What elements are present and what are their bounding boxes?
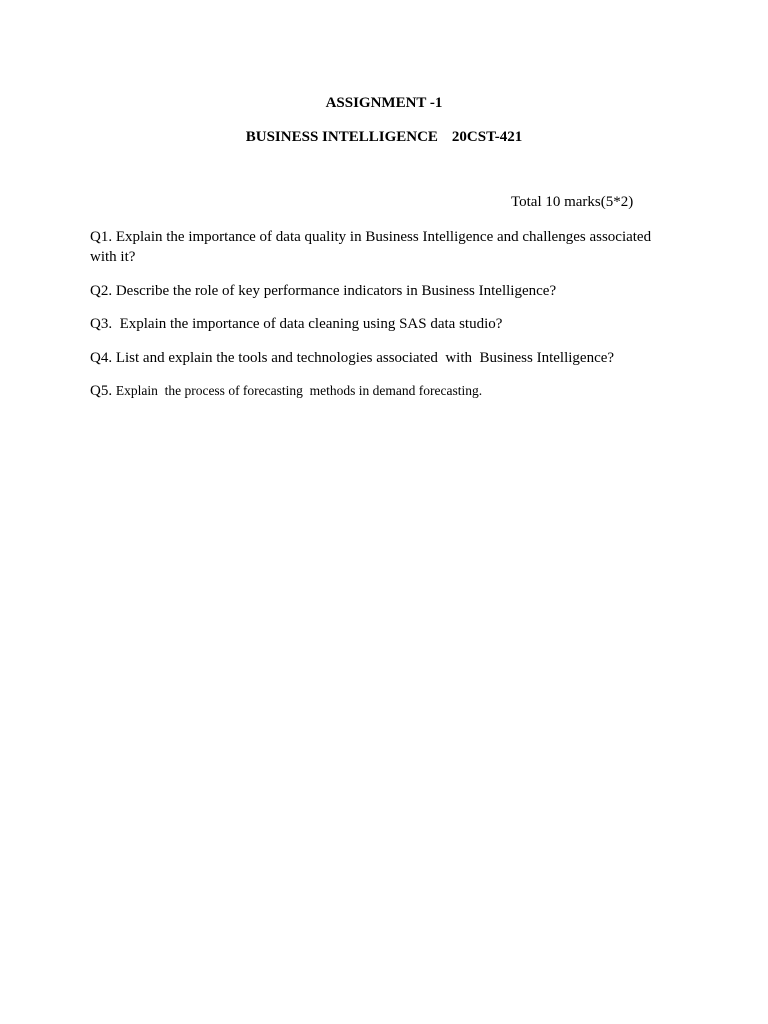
question-text: Explain the importance of data cleaning using SAS data studio? bbox=[115, 316, 503, 332]
question-text: Describe the role of key performance indicators in Business Intelligence? bbox=[115, 283, 557, 299]
assignment-title: ASSIGNMENT -1 bbox=[325, 95, 443, 111]
question-text: List and explain the tools and technologies associated with Business Intelligence? bbox=[115, 350, 615, 366]
question-5 bbox=[90, 381, 670, 401]
course-name: BUSINESS INTELLIGENCE bbox=[245, 129, 438, 145]
question-label: Q5. bbox=[90, 383, 113, 399]
course-title bbox=[0, 128, 768, 146]
question-3 bbox=[90, 314, 670, 334]
question-label: Q1. bbox=[90, 229, 113, 245]
total-marks: Total 10 marks(5*2) bbox=[511, 194, 634, 210]
question-label: Q2. bbox=[90, 283, 113, 299]
question-label: Q3. bbox=[90, 316, 113, 332]
question-text: Explain the process of forecasting methods in demand forecasting. bbox=[115, 383, 483, 398]
question-label: Q4. bbox=[90, 350, 113, 366]
question-4 bbox=[90, 348, 670, 368]
course-code: 20CST-421 bbox=[451, 129, 523, 145]
question-1 bbox=[90, 227, 670, 267]
question-text: Explain the importance of data quality in Business Intelligence and challenges associated with it? bbox=[90, 229, 652, 265]
question-2 bbox=[90, 281, 670, 301]
